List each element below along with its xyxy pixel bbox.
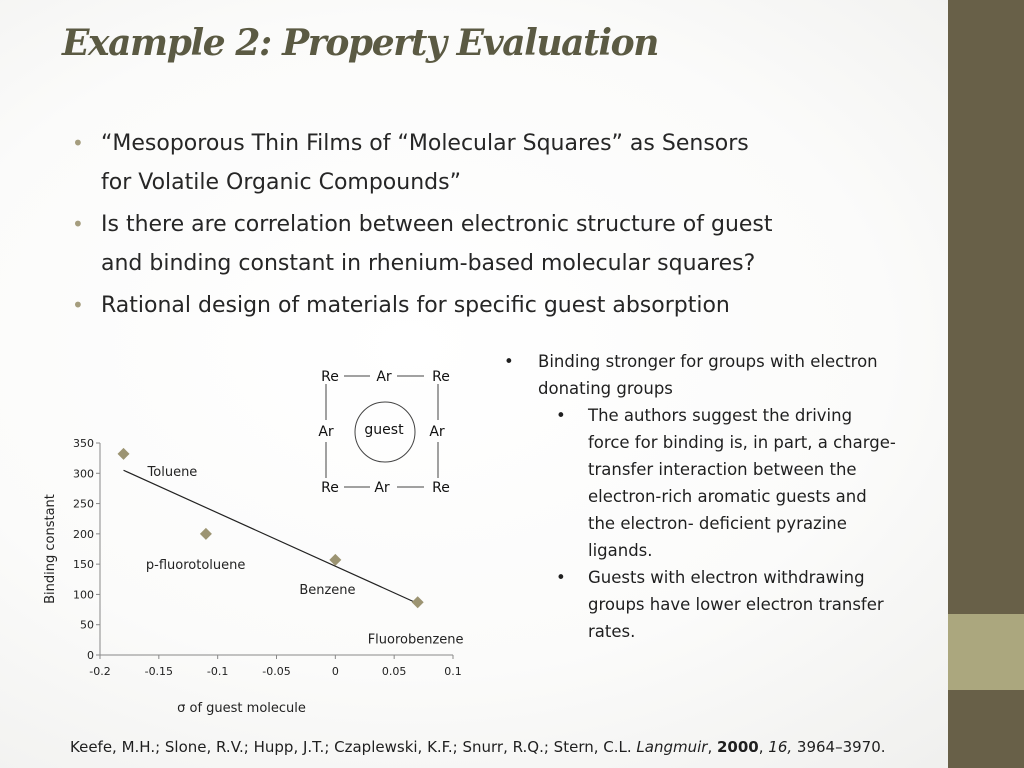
note-text: donating groups: [538, 379, 673, 398]
chart-y-tick-label: 200: [73, 527, 94, 541]
chart-x-tick-label: -0.2: [89, 665, 111, 678]
chart-points-group: [118, 448, 464, 647]
bullet-text: “Mesoporous Thin Films of “Molecular Squares” as Sensors: [101, 131, 749, 156]
bullet-text: and binding constant in rhenium-based molecular squares?: [101, 251, 756, 276]
chart-x-tick-label: 0.1: [444, 665, 462, 678]
re-label: Re: [432, 480, 450, 496]
chart-trendline-group: [124, 470, 418, 603]
chart-point-label: Fluorobenzene: [367, 632, 464, 648]
chart-point: [118, 448, 130, 460]
ar-label: Ar: [374, 480, 390, 496]
chart-y-tick-label: 50: [80, 618, 94, 632]
sub-note-item: [550, 402, 938, 564]
bullet-glyph: •: [556, 406, 566, 425]
citation-separator: ,: [758, 738, 769, 756]
chart-y-tick-label: 300: [73, 467, 94, 481]
citation-authors: Keefe, M.H.; Slone, R.V.; Hupp, J.T.; Czaplewski, K.F.; Snurr, R.Q.; Stern, C.L.: [70, 738, 637, 756]
chart-y-tick-label: 0: [87, 649, 94, 662]
side-bar-accent: [948, 614, 1024, 690]
bullet-text: Is there are correlation between electronic structure of guest: [101, 212, 773, 237]
note-text: force for binding is, in part, a charge-: [588, 433, 896, 452]
chart-x-axis-label: σ of guest molecule: [177, 701, 306, 716]
bullet-glyph: •: [72, 293, 84, 317]
bullet-item: [70, 124, 880, 202]
chart-point-label: Toluene: [147, 464, 198, 480]
note-text: transfer interaction between the: [588, 460, 857, 479]
note-text: electron-rich aromatic guests and: [588, 487, 867, 506]
chart-point: [412, 596, 424, 608]
sub-note-item: [550, 564, 938, 645]
note-text: Binding stronger for groups with electron: [538, 352, 878, 371]
citation-journal: Langmuir: [636, 738, 708, 756]
chart-point-label: p-fluorotoluene: [145, 557, 246, 573]
chart-point: [200, 528, 212, 540]
binding-constant-chart: [30, 425, 490, 725]
bullet-glyph: •: [72, 131, 84, 155]
chart-x-tick-label: -0.05: [262, 665, 291, 678]
bullet-text: for Volatile Organic Compounds”: [101, 170, 461, 195]
citation: [70, 738, 886, 756]
note-text: groups have lower electron transfer: [588, 595, 884, 614]
guest-label: guest: [364, 422, 404, 438]
right-notes: [498, 348, 938, 645]
note-text: rates.: [588, 622, 636, 641]
chart-y-tick-label: 150: [73, 558, 94, 572]
citation-pages: 3964–3970.: [792, 738, 886, 756]
chart-y-tick-label: 100: [73, 588, 94, 602]
chart-x-tick-label: -0.1: [206, 665, 229, 678]
chart-trendline: [124, 470, 418, 603]
bullet-glyph: •: [504, 352, 514, 371]
note-text: ligands.: [588, 541, 653, 560]
bullet-glyph: •: [556, 568, 566, 587]
main-bullet-list: [70, 124, 880, 328]
chart-x-tick-label: 0: [331, 665, 339, 678]
chart-y-tick-label: 350: [73, 437, 94, 450]
ar-label: Ar: [318, 424, 334, 440]
note-text: The authors suggest the driving: [588, 406, 853, 425]
slide-title: Example 2: Property Evaluation: [62, 22, 658, 64]
ar-label: Ar: [376, 369, 392, 385]
citation-separator: ,: [707, 738, 717, 756]
ar-label: Ar: [429, 424, 445, 440]
re-label: Re: [432, 369, 450, 385]
chart-y-axis-label: Binding constant: [43, 494, 58, 604]
chart-x-tick-label: 0.05: [381, 665, 407, 678]
bullet-item: [70, 286, 880, 325]
citation-volume: 16,: [768, 738, 793, 756]
re-label: Re: [321, 369, 339, 385]
chart-y-tick-label: 250: [73, 497, 94, 511]
note-text: Guests with electron withdrawing: [588, 568, 865, 587]
citation-year: 2000: [716, 738, 759, 756]
bullet-text: Rational design of materials for specific guest absorption: [101, 293, 730, 318]
note-text: the electron- deficient pyrazine: [588, 514, 847, 533]
bullet-item: [70, 205, 880, 283]
re-label: Re: [321, 480, 339, 496]
chart-x-tick-label: -0.15: [144, 665, 174, 678]
bullet-glyph: •: [72, 212, 84, 236]
chart-point-label: Benzene: [299, 582, 356, 598]
note-item: [498, 348, 938, 402]
